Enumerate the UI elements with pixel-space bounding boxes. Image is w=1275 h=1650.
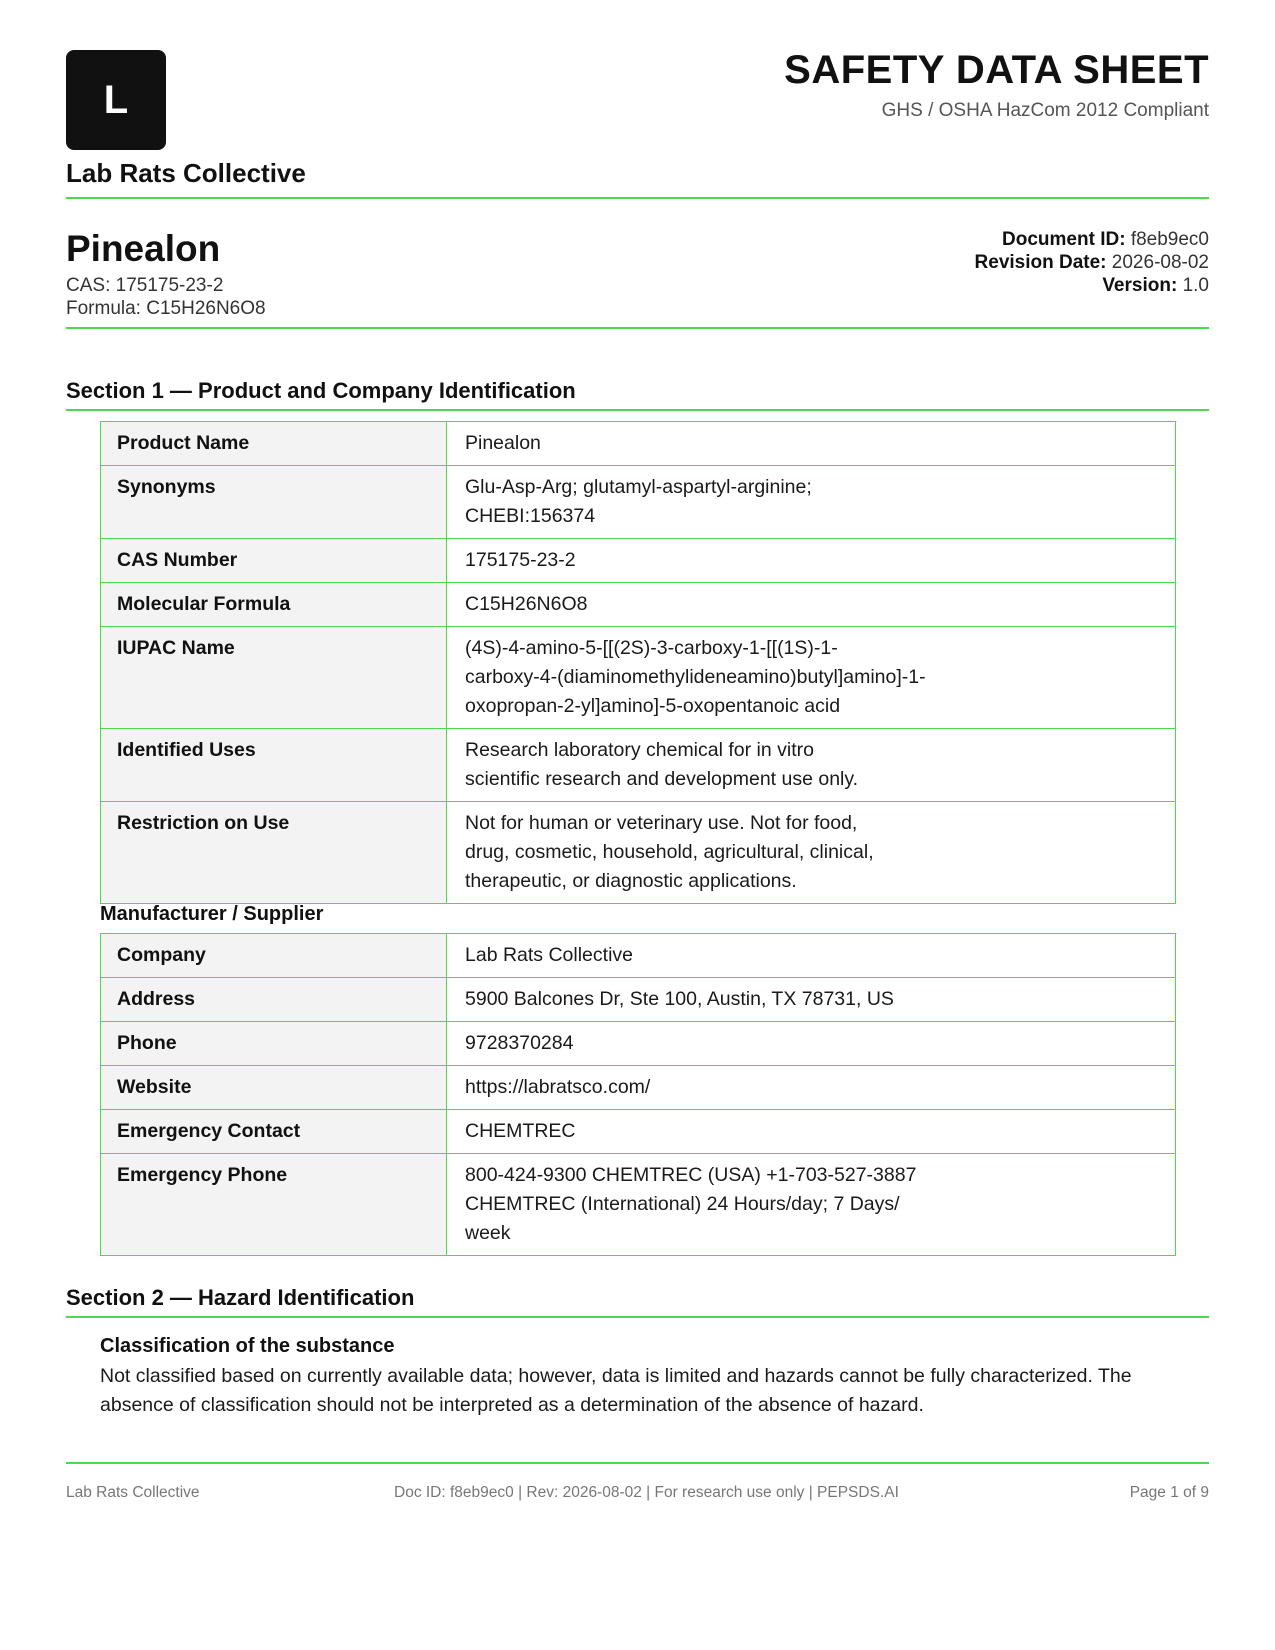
identification-row	[101, 627, 1176, 729]
field-label: IUPAC Name	[101, 627, 447, 729]
document-id	[1002, 229, 1209, 251]
document-title: SAFETY DATA SHEET	[784, 48, 1209, 92]
field-value: https://labratsco.com/	[447, 1066, 1176, 1110]
identification-row	[101, 802, 1176, 904]
footer-page-number: Page 1 of 9	[1129, 1484, 1209, 1501]
revision-date	[975, 252, 1209, 274]
field-label: Product Name	[101, 422, 447, 466]
product-cas: CAS: 175175-23-2	[66, 275, 224, 296]
footer-company: Lab Rats Collective	[66, 1484, 200, 1501]
footer-divider	[66, 1462, 1209, 1464]
field-value: (4S)-4-amino-5-[[(2S)-3-carboxy-1-[[(1S)-1- carboxy-4-(diaminomethylideneamino)butyl]amino]-1- oxopropan-2-yl]amino]-5-oxopentanoic acid	[447, 627, 1176, 729]
field-label: Website	[101, 1066, 447, 1110]
identification-row	[101, 422, 1176, 466]
field-label: Emergency Phone	[101, 1154, 447, 1256]
supplier-row	[101, 1066, 1176, 1110]
header-divider	[66, 197, 1209, 199]
footer-doc-info: Doc ID: f8eb9ec0 | Rev: 2026-08-02 | For research use only | PEPSDS.AI	[394, 1484, 899, 1501]
product-name: Pinealon	[66, 228, 221, 269]
field-label: Address	[101, 978, 447, 1022]
revision-date-value: 2026-08-02	[1111, 252, 1209, 273]
product-divider	[66, 327, 1209, 329]
field-value: Research laboratory chemical for in vitro scientific research and development use only.	[447, 729, 1176, 802]
identification-row	[101, 466, 1176, 539]
classification-title: Classification of the substance	[100, 1335, 395, 1357]
version-label: Version:	[1102, 275, 1178, 296]
field-value: 800-424-9300 CHEMTREC (USA) +1-703-527-3887 CHEMTREC (International) 24 Hours/day; 7 Days/ week	[447, 1154, 1176, 1256]
field-value: Not for human or veterinary use. Not for food, drug, cosmetic, household, agricultural, clinical, therapeutic, or diagnostic applications.	[447, 802, 1176, 904]
company-name: Lab Rats Collective	[66, 158, 306, 188]
supplier-row	[101, 1022, 1176, 1066]
document-id-value: f8eb9ec0	[1130, 229, 1209, 250]
supplier-title: Manufacturer / Supplier	[100, 903, 324, 925]
field-label: Emergency Contact	[101, 1110, 447, 1154]
product-formula: Formula: C15H26N6O8	[66, 298, 266, 319]
company-logo	[66, 50, 166, 150]
logo-letter: L	[103, 77, 129, 122]
section-1-divider	[66, 409, 1209, 411]
field-value: Lab Rats Collective	[447, 934, 1176, 978]
field-label: Restriction on Use	[101, 802, 447, 904]
section-1-title: Section 1 — Product and Company Identification	[66, 378, 576, 403]
identification-row	[101, 539, 1176, 583]
section-2-divider	[66, 1316, 1209, 1318]
identification-row	[101, 583, 1176, 627]
version	[1102, 275, 1209, 297]
document-id-label: Document ID:	[1002, 229, 1126, 250]
supplier-row	[101, 1154, 1176, 1256]
field-value: 175175-23-2	[447, 539, 1176, 583]
version-value: 1.0	[1182, 275, 1209, 296]
field-value: 9728370284	[447, 1022, 1176, 1066]
product-identification-table	[100, 421, 1176, 904]
field-value: CHEMTREC	[447, 1110, 1176, 1154]
document-subtitle: GHS / OSHA HazCom 2012 Compliant	[881, 100, 1209, 121]
field-value: C15H26N6O8	[447, 583, 1176, 627]
field-label: Identified Uses	[101, 729, 447, 802]
field-label: Company	[101, 934, 447, 978]
supplier-row	[101, 934, 1176, 978]
field-value: 5900 Balcones Dr, Ste 100, Austin, TX 78731, US	[447, 978, 1176, 1022]
field-value: Glu-Asp-Arg; glutamyl-aspartyl-arginine; CHEBI:156374	[447, 466, 1176, 539]
supplier-row	[101, 1110, 1176, 1154]
supplier-row	[101, 978, 1176, 1022]
field-value: Pinealon	[447, 422, 1176, 466]
field-label: Synonyms	[101, 466, 447, 539]
field-label: Phone	[101, 1022, 447, 1066]
identification-row	[101, 729, 1176, 802]
supplier-table	[100, 933, 1176, 1256]
section-2-title: Section 2 — Hazard Identification	[66, 1285, 415, 1310]
revision-date-label: Revision Date:	[974, 252, 1107, 273]
field-label: CAS Number	[101, 539, 447, 583]
field-label: Molecular Formula	[101, 583, 447, 627]
classification-text: Not classified based on currently available data; however, data is limited and hazards cannot be fully characterized. The absence of classification should not be interpreted as a determination of the absence of hazard.	[100, 1365, 1132, 1416]
